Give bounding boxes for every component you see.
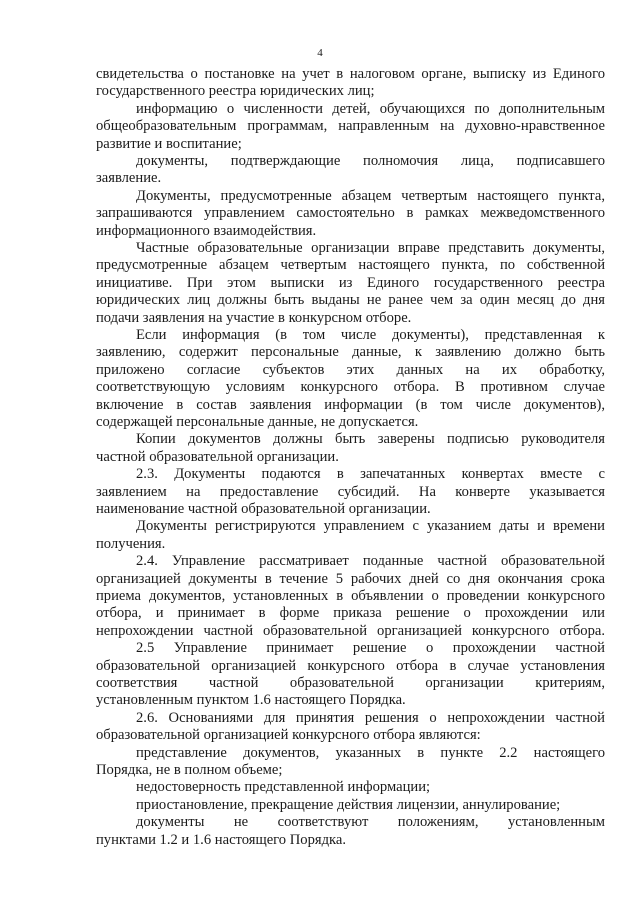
text-line: информацию о численности детей, обучающихся по дополнительным [136,100,605,117]
text-line: организацией документы в течение 5 рабочих дней со дня окончания срока [96,570,605,587]
text-line: документы не соответствуют положениям, установленным [136,814,605,831]
text-line: приложено согласие субъектов этих данных на их обработку, [96,361,605,378]
text-line: приостановление, прекращение действия лицензии, аннулирование; [136,796,561,813]
text-line: непрохождении частной образовательной организацией конкурсного отбора. [96,622,605,639]
text-line: пунктами 1.2 и 1.6 настоящего Порядка. [96,831,347,848]
text-line: Документы, предусмотренные абзацем четвертым настоящего пункта, [136,187,605,204]
text-line: развитие и воспитание; [96,135,242,152]
text-line: юридических лиц должны быть выданы не ранее чем за один месяц до дня [96,292,605,309]
text-line: соответствующую условиям конкурсного отбора. В противном случае [96,379,605,396]
text-line: недостоверность представленной информации; [136,779,431,796]
text-line: Порядка, не в полном объеме; [96,762,283,778]
text-line: заявление. [96,170,162,187]
text-line: 2.3. Документы подаются в запечатанных конвертах вместе с [136,466,605,483]
text-line: образовательной организацией конкурсного отбора в случае установления [96,657,605,674]
text-line: информационного взаимодействия. [96,222,317,239]
text-line: включение в состав заявления информации (в том числе документов), [96,396,605,413]
text-line: запрашиваются управлением самостоятельно в рамках межведомственного [96,205,605,222]
page-number: 4 [317,47,323,59]
text-line: свидетельства о постановке на учет в налоговом органе, выписку из Единого [96,66,605,82]
text-line: 2.5 Управление принимает решение о прохождении частной [136,640,605,657]
text-line: установленным пунктом 1.6 настоящего Порядка. [96,692,406,709]
text-line: Частные образовательные организации вправе представить документы, [136,240,605,256]
text-line: Копии документов должны быть заверены подписью руководителя [136,431,605,448]
text-line: 2.6. Основаниями для принятия решения о непрохождении частной [136,709,605,726]
text-line: Если информация (в том числе документы), представленная к [136,327,605,343]
text-line: заявлением на предоставление субсидий. На конверте указывается [96,483,605,500]
text-line: государственного реестра юридических лиц; [96,83,375,100]
text-line: образовательной организацией конкурсного отбора являются: [96,727,481,744]
text-line: содержащей персональные данные, не допускается. [96,414,419,430]
text-line: общеобразовательным программам, направленным на духовно-нравственное [96,118,605,135]
text-line: инициативе. При этом выписки из Единого государственного реестра [96,274,605,291]
text-line: получения. [96,535,166,552]
text-line: заявлению, содержит персональные данные, к заявлению должно быть [96,344,605,361]
text-line: подачи заявления на участие в конкурсном отборе. [96,309,412,326]
text-line: отбора, и принимает в форме приказа решение о прохождении или [96,605,605,622]
text-line: Документы регистрируются управлением с указанием даты и времени [136,518,605,535]
text-line: предусмотренные абзацем четвертым настоящего пункта, по собственной [96,257,605,274]
text-line: частной образовательной организации. [96,448,339,465]
text-line: приема документов, установленных в объявлении о проведении конкурсного [96,588,605,604]
text-line: 2.4. Управление рассматривает поданные частной образовательной [136,553,605,570]
text-line: представление документов, указанных в пункте 2.2 настоящего [136,744,605,761]
text-line: наименование частной образовательной организации. [96,501,431,517]
text-line: соответствия частной образовательной организации критериям, [96,675,605,691]
text-line: документы, подтверждающие полномочия лица, подписавшего [136,153,605,169]
